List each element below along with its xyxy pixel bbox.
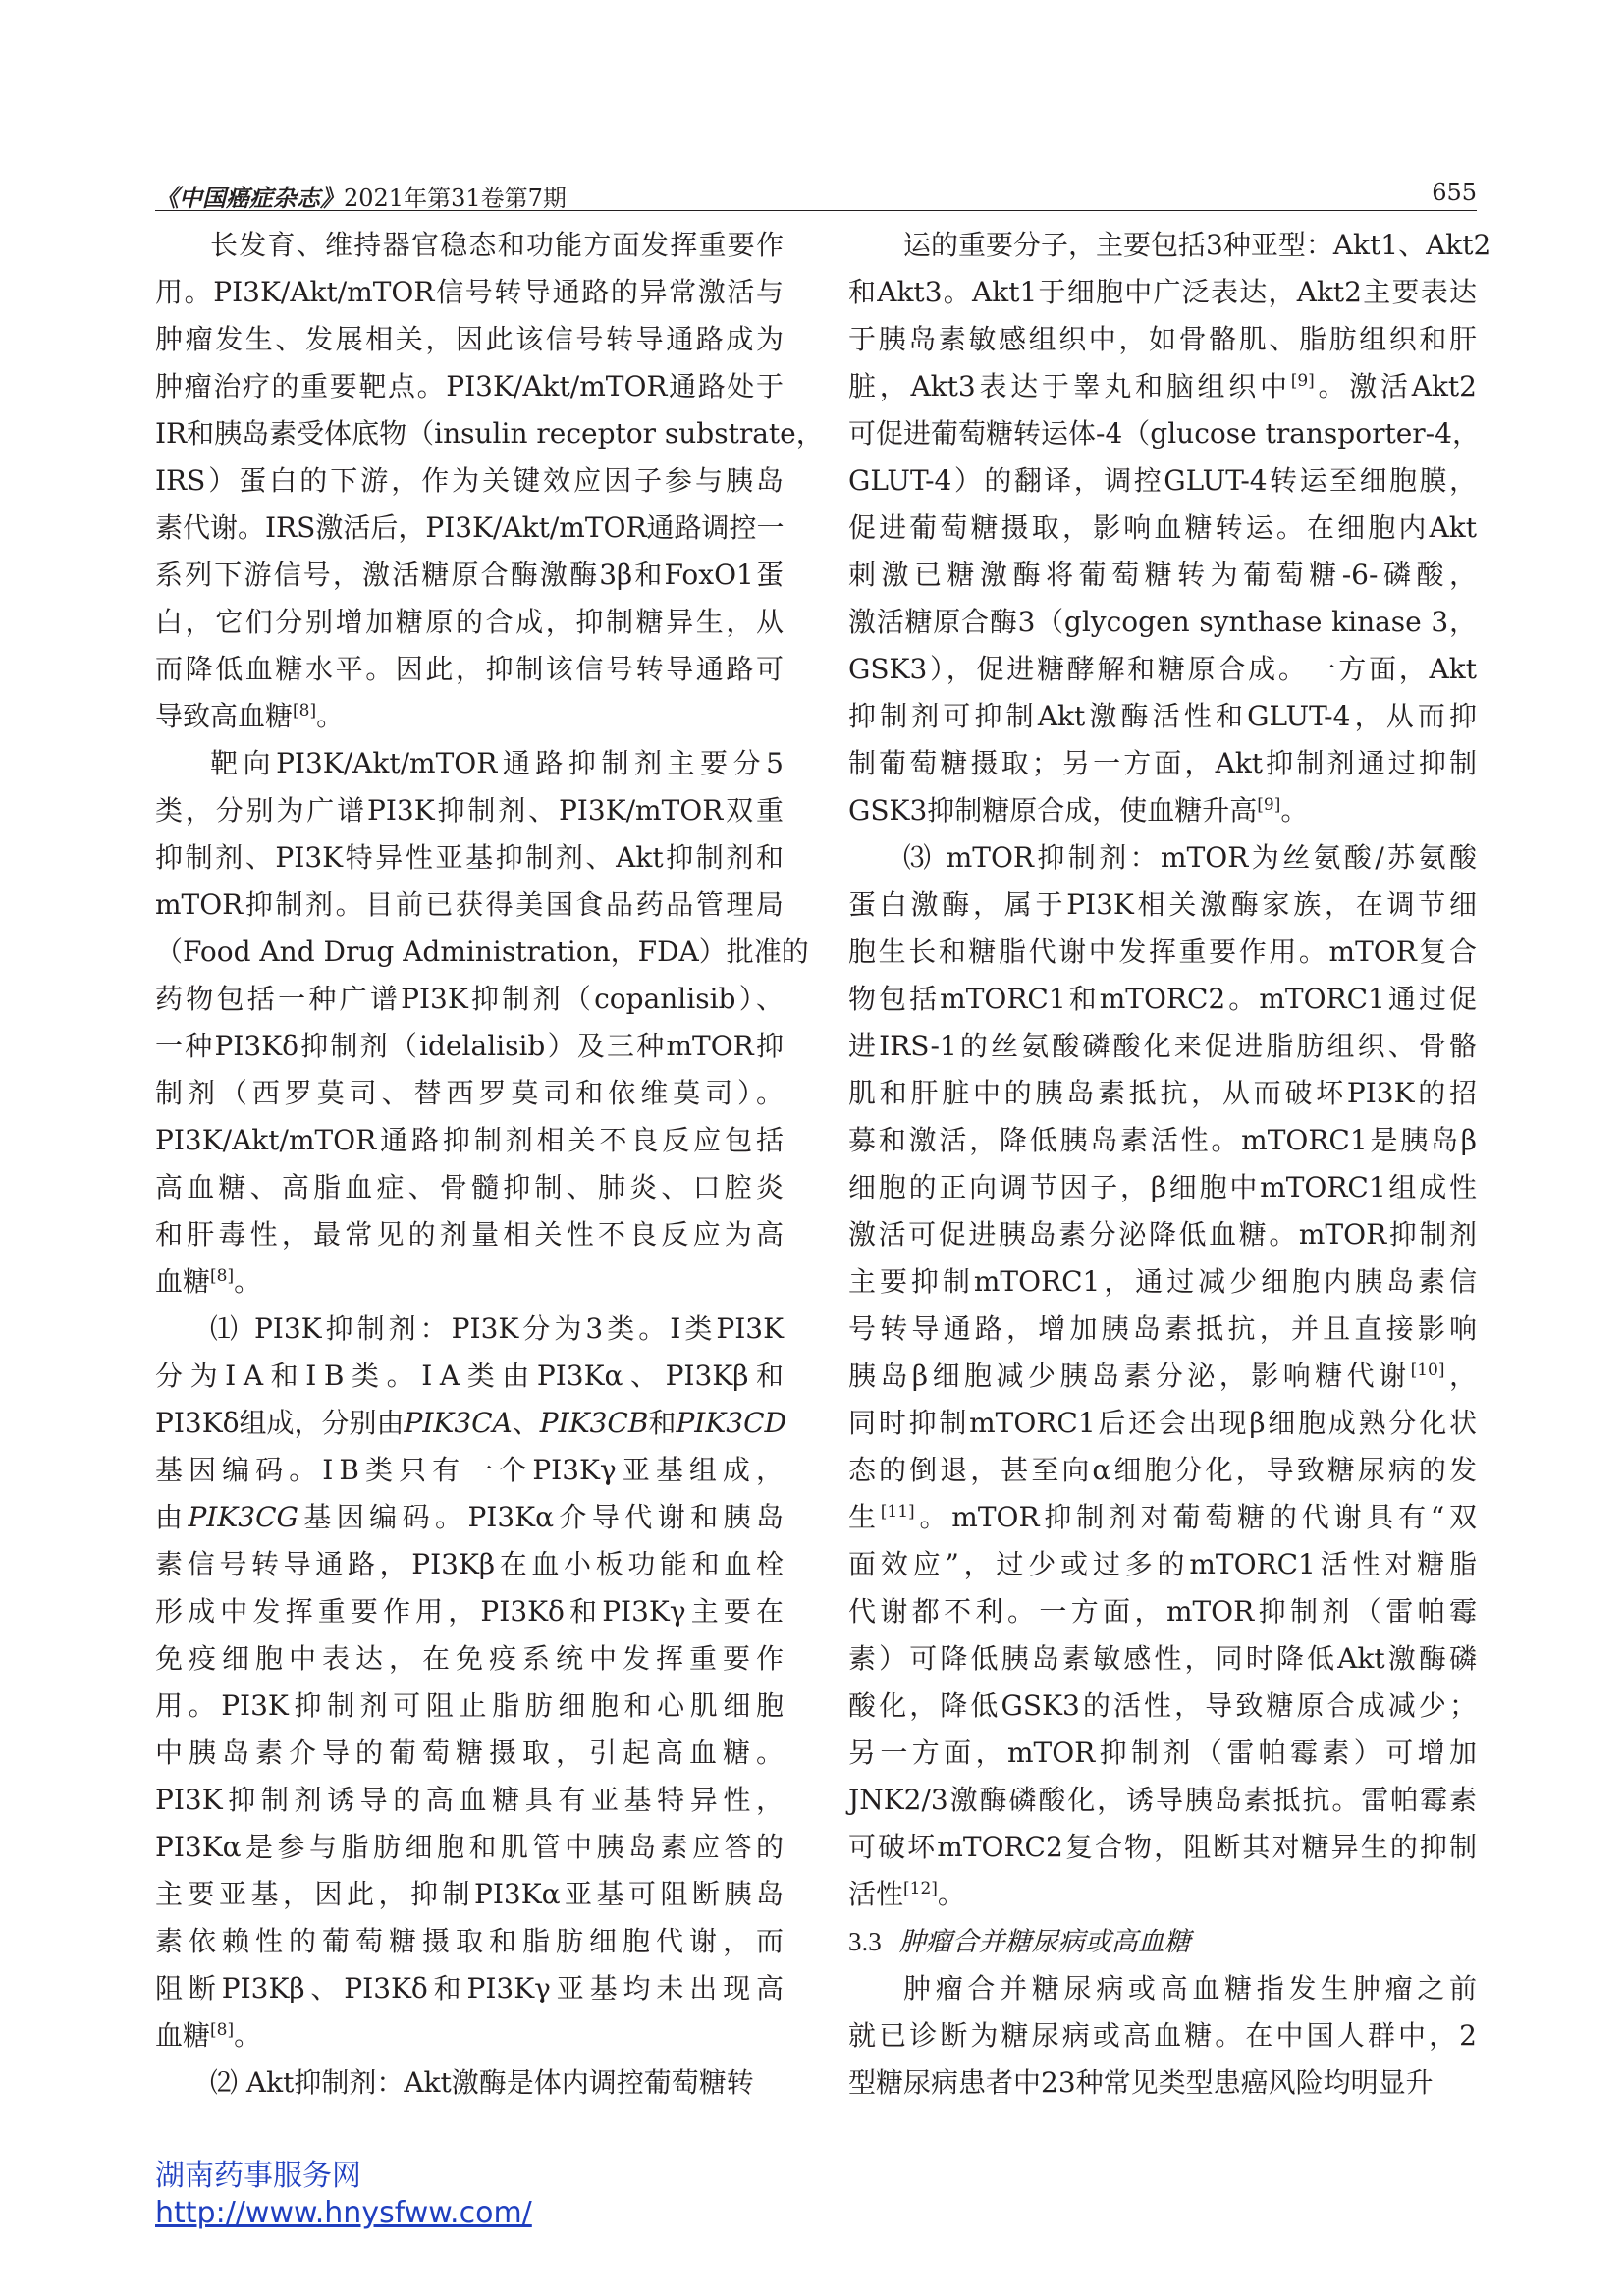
text-run: 而降低血糖水平。因此，抑制该信号转导通路可 [155,653,784,685]
citation-ref: [8] [293,701,317,721]
journal-issue [155,179,567,213]
text-run: 素代谢。IRS激活后，PI3K/Akt/mTOR通路调控一 [155,511,785,544]
text-line [848,363,1477,410]
text-run: ⑵ Akt抑制剂：Akt激酶是体内调控葡萄糖转 [210,2066,754,2099]
text-run: 血糖 [155,2019,211,2052]
text-run: 激活可促进胰岛素分泌降低血糖。mTOR抑制剂 [848,1218,1477,1251]
text-run: 活性 [848,1878,904,1910]
text-line [155,1682,784,1730]
text-line [848,2012,1477,2059]
text-line [155,1871,784,1918]
text-line [155,269,784,316]
text-run: 白，它们分别增加糖原的合成，抑制糖异生，从 [155,606,784,638]
site-name: 湖南药事服务网 [155,2159,361,2193]
text-line [155,599,784,646]
text-line [155,881,784,929]
issue-info: 2021年第31卷第7期 [344,185,567,212]
text-line [155,1494,784,1541]
text-run: IR和胰岛素受体底物（insulin receptor substrate， [155,417,824,450]
text-line [848,693,1477,740]
text-line [848,1447,1477,1494]
text-line [155,410,824,457]
text-run: 制剂（西罗莫司、替西罗莫司和依维莫司）。 [155,1077,784,1109]
citation-ref: [8] [210,2020,235,2040]
text-run: 刺激已糖激酶将葡萄糖转为葡萄糖-6-磷酸， [848,559,1477,591]
text-line [155,1777,784,1824]
text-line [848,505,1477,552]
text-run: 可破坏mTORC2复合物，阻断其对糖异生的抑制 [848,1831,1477,1863]
text-run: 和Akt3。Akt1于细胞中广泛表达，Akt2主要表达 [848,276,1477,308]
text-line [848,1871,1477,1918]
text-run: 药物包括一种广谱PI3K抑制剂（copanlisib）、 [155,983,784,1015]
text-line [155,505,784,552]
text-run: 就已诊断为糖尿病或高血糖。在中国人群中，2 [848,2019,1477,2052]
text-line [155,552,784,599]
citation-ref: [11] [880,1502,915,1522]
text-run: ⑴ PI3K抑制剂：PI3K分为3类。Ⅰ类PI3K [210,1312,784,1345]
text-run: PI3Kα是参与脂肪细胞和肌管中胰岛素应答的 [155,1831,784,1863]
text-run: 基因编码。ⅠB类只有一个PI3Kγ亚基组成， [155,1454,784,1486]
section-title: 肿瘤合并糖尿病或高血糖 [898,1927,1191,1957]
text-run: 态的倒退，甚至向α细胞分化，导致糖尿病的发 [848,1454,1477,1486]
text-run: 同时抑制mTORC1后还会出现β细胞成熟分化状 [848,1407,1477,1439]
text-run: 肌和肝脏中的胰岛素抵抗，从而破坏PI3K的招 [848,1077,1477,1109]
text-run: 。 [234,2019,262,2052]
text-line [155,1211,784,1258]
text-run: GSK3抑制糖原合成，使血糖升高 [848,794,1258,827]
text-run: 高血糖、高脂血症、骨髓抑制、肺炎、口腔炎 [155,1171,784,1203]
text-run: 募和激活，降低胰岛素活性。mTORC1是胰岛β [848,1124,1477,1156]
text-run: 。 [937,1878,965,1910]
text-run: 阻断PI3Kβ、PI3Kδ和PI3Kγ亚基均未出现高 [155,1972,784,2004]
text-line [848,1682,1477,1730]
text-run: 形成中发挥重要作用，PI3Kδ和PI3Kγ主要在 [155,1595,784,1628]
text-run: 运的重要分子，主要包括3种亚型：Akt1、Akt2 [903,229,1491,261]
text-line [848,929,1477,976]
text-line [155,1635,784,1682]
text-run: 。 [1280,794,1309,827]
text-line [848,834,1477,881]
text-run: 进IRS-1的丝氨酸磷酸化来促进脂肪组织、骨骼 [848,1030,1477,1062]
text-run: 肿瘤合并糖尿病或高血糖指发生肿瘤之前 [903,1972,1477,2004]
text-line [155,1306,784,1353]
text-run: GSK3），促进糖酵解和糖原合成。一方面，Akt [848,653,1477,685]
text-line [848,1588,1477,1635]
text-run: 细胞的正向调节因子，β细胞中mTORC1组成性 [848,1171,1477,1203]
text-line [155,1965,784,2012]
text-run: PI3K抑制剂诱导的高血糖具有亚基特异性， [155,1784,784,1816]
text-run: 制葡萄糖摄取；另一方面，Akt抑制剂通过抑制 [848,747,1477,779]
text-run: 长发育、维持器官稳态和功能方面发挥重要作 [210,229,784,261]
text-run: 基因编码。PI3Kα介导代谢和胰岛 [298,1501,784,1533]
text-line [848,1353,1477,1400]
text-run: 素信号转导通路，PI3Kβ在血小板功能和血栓 [155,1548,784,1580]
text-line [155,1588,784,1635]
citation-ref: [9] [1290,371,1315,391]
text-run: PI3Kδ组成，分别由 [155,1407,405,1439]
text-run: mTOR抑制剂。目前已获得美国食品药品管理局 [155,888,784,921]
text-line [155,1824,784,1871]
text-run: 肿瘤发生、发展相关，因此该信号转导通路成为 [155,323,784,355]
text-run: 和肝毒性，最常见的剂量相关性不良反应为高 [155,1218,784,1251]
text-run: 胰岛β细胞减少胰岛素分泌，影响糖代谢 [848,1360,1411,1392]
text-line [155,1117,784,1164]
text-run: 血糖 [155,1265,211,1298]
text-run: GLUT-4）的翻译，调控GLUT-4转运至细胞膜， [848,464,1477,497]
text-line [848,1400,1477,1447]
right-column [848,222,1491,2107]
text-line [155,976,784,1023]
text-line [848,269,1477,316]
text-run: 。mTOR抑制剂对葡萄糖的代谢具有“双 [914,1501,1477,1533]
text-run: 。激活Akt2 [1314,370,1477,402]
gene-name: PIK3CB [539,1407,649,1439]
text-line [155,929,809,976]
citation-ref: [9] [1257,795,1281,815]
text-run: 用。PI3K/Akt/mTOR信号转导通路的异常激活与 [155,276,784,308]
text-line [848,1117,1477,1164]
text-line [155,1023,784,1070]
text-run: 。 [316,700,345,732]
text-run: 分为ⅠA和ⅠB类。ⅠA类由PI3Kα、PI3Kβ和 [155,1360,784,1392]
text-line [848,1824,1477,1871]
text-line [848,599,1477,646]
text-line [848,1777,1477,1824]
text-run: 胞生长和糖脂代谢中发挥重要作用。mTOR复合 [848,935,1477,968]
text-line [848,1306,1477,1353]
text-run: ⑶ mTOR抑制剂：mTOR为丝氨酸/苏氨酸 [903,841,1477,874]
text-run: 物包括mTORC1和mTORC2。mTORC1通过促 [848,983,1477,1015]
text-run: 一种PI3Kδ抑制剂（idelalisib）及三种mTOR抑 [155,1030,784,1062]
citation-ref: [10] [1410,1361,1445,1380]
text-line [848,1070,1477,1117]
text-line [848,1023,1477,1070]
left-column [155,222,824,2107]
text-line [155,1164,784,1211]
gene-name: PIK3CA [404,1407,513,1439]
text-line [848,457,1477,505]
text-run: 号转导通路，增加胰岛素抵抗，并且直接影响 [848,1312,1477,1345]
text-line [155,222,784,269]
text-line [155,2059,784,2107]
text-line [848,316,1477,363]
section-number: 3.3 [848,1927,882,1956]
text-run: 脏，Akt3表达于睾丸和脑组织中 [848,370,1291,402]
text-line [848,1965,1477,2012]
text-run: 于胰岛素敏感组织中，如骨骼肌、脂肪组织和肝 [848,323,1477,355]
footer-watermark [155,2158,666,2232]
text-run: 酸化，降低GSK3的活性，导致糖原合成减少； [848,1689,1477,1722]
text-line [848,1635,1477,1682]
text-line [155,1730,784,1777]
text-line [848,646,1477,693]
text-run: 主要抑制mTORC1，通过减少细胞内胰岛素信 [848,1265,1477,1298]
text-run: 主要亚基，因此，抑制PI3Kα亚基可阻断胰岛 [155,1878,784,1910]
text-line [155,834,784,881]
text-line [848,1164,1477,1211]
text-run: 可促进葡萄糖转运体-4（glucose transporter-4， [848,417,1480,450]
site-url-link[interactable]: http://www.hnysfww.com/ [155,2196,532,2230]
text-line [848,222,1491,269]
text-line [848,787,1477,834]
text-run: 免疫细胞中表达，在免疫系统中发挥重要作 [155,1642,784,1675]
text-line [848,1541,1477,1588]
text-run: 素依赖性的葡萄糖摄取和脂肪细胞代谢，而 [155,1925,784,1957]
text-line [848,881,1477,929]
text-run: 面效应”，过少或过多的mTORC1活性对糖脂 [848,1548,1477,1580]
text-line [155,2012,784,2059]
text-line [155,740,784,787]
page-number: 655 [1432,179,1477,206]
text-line [155,1070,784,1117]
text-line [155,1918,784,1965]
text-run: JNK2/3激酶磷酸化，诱导胰岛素抵抗。雷帕霉素 [848,1784,1477,1816]
text-run: 蛋白激酶，属于PI3K相关激酶家族，在调节细 [848,888,1477,921]
text-run: 素）可降低胰岛素敏感性，同时降低Akt激酶磷 [848,1642,1477,1675]
header-rule [155,210,1477,211]
text-run: IRS）蛋白的下游，作为关键效应因子参与胰岛 [155,464,784,497]
text-run: 系列下游信号，激活糖原合酶激酶3β和FoxO1蛋 [155,559,784,591]
text-run: 中胰岛素介导的葡萄糖摄取，引起高血糖。 [155,1736,784,1769]
text-run: 由 [155,1501,189,1533]
text-line [848,1211,1477,1258]
text-line [848,552,1477,599]
text-line [155,1447,784,1494]
text-run: 肿瘤治疗的重要靶点。PI3K/Akt/mTOR通路处于 [155,370,784,402]
text-line [848,410,1480,457]
text-line [848,1730,1477,1777]
text-line [155,1400,784,1447]
text-run: 。 [234,1265,262,1298]
text-run: 抑制剂可抑制Akt激酶活性和GLUT-4，从而抑 [848,700,1477,732]
text-line [155,787,784,834]
text-line [848,2059,1477,2107]
text-line [848,976,1477,1023]
text-line [848,740,1477,787]
journal-name: 《中国癌症杂志》 [155,184,344,212]
text-run: 用。PI3K抑制剂可阻止脂肪细胞和心肌细胞 [155,1689,784,1722]
text-line [155,1258,784,1306]
text-run: ， [1444,1360,1477,1392]
text-run: （Food And Drug Administration，FDA）批准的 [155,935,809,968]
text-line [848,1258,1477,1306]
text-line [155,316,784,363]
text-run: 、 [512,1407,540,1439]
text-run: 类，分别为广谱PI3K抑制剂、PI3K/mTOR双重 [155,794,784,827]
text-line [155,693,784,740]
text-line [155,1353,784,1400]
text-run: 另一方面，mTOR抑制剂（雷帕霉素）可增加 [848,1736,1477,1769]
citation-ref: [8] [210,1266,235,1286]
text-line [848,1494,1477,1541]
text-line [155,1541,784,1588]
text-run: PI3K/Akt/mTOR通路抑制剂相关不良反应包括 [155,1124,784,1156]
text-line [155,646,784,693]
text-line [155,363,784,410]
running-header [155,179,1477,212]
text-run: 代谢都不利。一方面，mTOR抑制剂（雷帕霉 [848,1595,1477,1628]
text-run: 导致高血糖 [155,700,294,732]
text-run: 激活糖原合酶3（glycogen synthase kinase 3， [848,606,1477,638]
text-line [155,457,784,505]
gene-name: PIK3CG [188,1501,298,1533]
text-run: 抑制剂、PI3K特异性亚基抑制剂、Akt抑制剂和 [155,841,784,874]
text-run: 靶向PI3K/Akt/mTOR通路抑制剂主要分5 [210,747,784,779]
gene-name: PIK3CD [676,1407,786,1439]
text-run: 生 [848,1501,881,1533]
text-run: 型糖尿病患者中23种常见类型患癌风险均明显升 [848,2066,1434,2099]
section-heading [848,1918,1477,1965]
text-run: 促进葡萄糖摄取，影响血糖转运。在细胞内Akt [848,511,1477,544]
citation-ref: [12] [903,1879,938,1898]
text-run: 和 [648,1407,677,1439]
